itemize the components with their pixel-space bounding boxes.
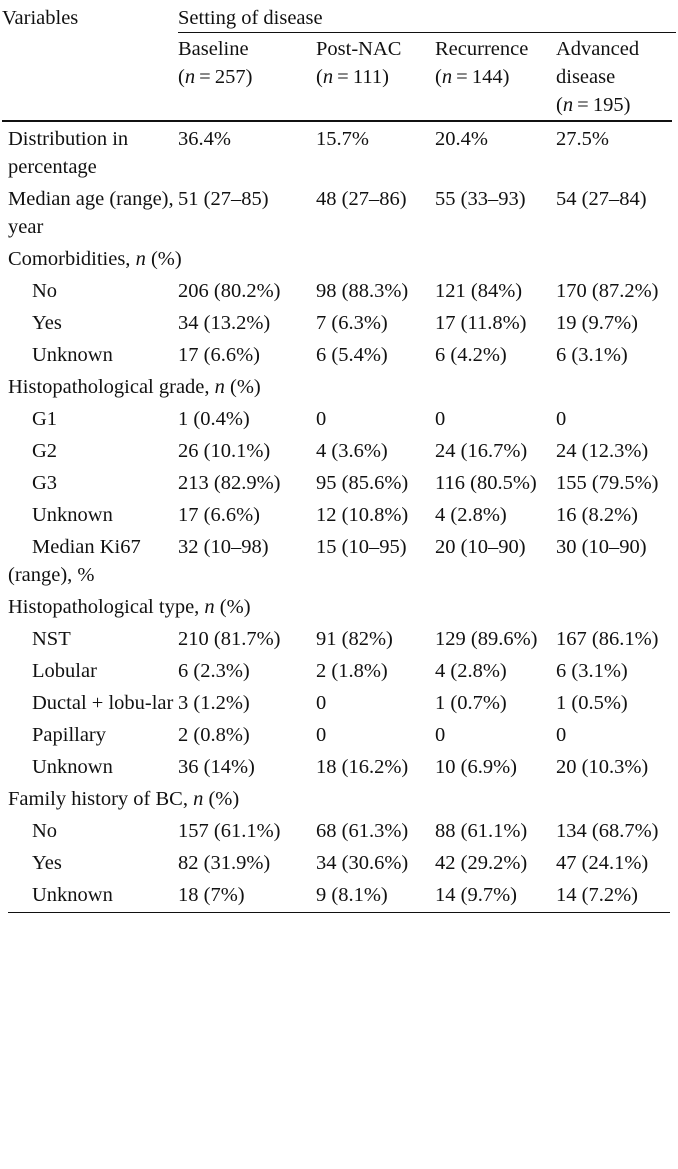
table-cell: 88 (61.1%) <box>435 820 528 842</box>
table-cell: 1 (0.5%) <box>556 692 628 714</box>
column-header-name: Baseline <box>178 38 249 60</box>
table-cell: 14 (9.7%) <box>435 884 517 906</box>
row-label: No <box>32 280 58 302</box>
row-label: Unknown <box>32 344 113 366</box>
section-row <box>2 590 672 622</box>
column-header-n: (n = 111) <box>316 66 389 88</box>
table-cell: 10 (6.9%) <box>435 756 517 778</box>
table-cell: 1 (0.4%) <box>178 408 250 430</box>
table-row <box>2 718 672 750</box>
section-row <box>2 242 672 274</box>
row-label: G2 <box>32 440 58 462</box>
table-header <box>2 2 672 121</box>
row-label: Unknown <box>32 884 113 906</box>
table-cell: 129 (89.6%) <box>435 628 538 650</box>
table-cell: 15 (10–95) <box>316 536 407 558</box>
table-cell: 6 (3.1%) <box>556 344 628 366</box>
table-row <box>2 530 672 590</box>
table-cell: 98 (88.3%) <box>316 280 409 302</box>
table-cell: 3 (1.2%) <box>178 692 250 714</box>
table-cell: 0 <box>316 724 327 746</box>
table-cell: 155 (79.5%) <box>556 472 659 494</box>
row-label: Median age (range), year <box>8 188 174 238</box>
table-cell: 0 <box>316 408 327 430</box>
table-row <box>2 878 672 910</box>
table-row <box>2 466 672 498</box>
row-label: NST <box>32 628 71 650</box>
column-header-name: Advanced disease <box>556 38 640 88</box>
table-row <box>2 622 672 654</box>
section-row <box>2 782 672 814</box>
table-cell: 4 (2.8%) <box>435 504 507 526</box>
table-cell: 0 <box>556 724 567 746</box>
table-cell: 157 (61.1%) <box>178 820 281 842</box>
row-label: Papillary <box>32 724 107 746</box>
table-row <box>2 750 672 782</box>
section-row <box>2 370 672 402</box>
table-cell: 34 (30.6%) <box>316 852 409 874</box>
section-label: Family history of BC, n (%) <box>8 788 240 810</box>
row-label: No <box>32 820 58 842</box>
table-cell: 170 (87.2%) <box>556 280 659 302</box>
table-cell: 7 (6.3%) <box>316 312 388 334</box>
table-cell: 48 (27–86) <box>316 188 407 210</box>
table-cell: 167 (86.1%) <box>556 628 659 650</box>
table-row <box>2 338 672 370</box>
row-label: Lobular <box>32 660 97 682</box>
table-cell: 4 (2.8%) <box>435 660 507 682</box>
table-cell: 0 <box>435 724 446 746</box>
row-label: Unknown <box>32 504 113 526</box>
table-cell: 36 (14%) <box>178 756 255 778</box>
table-cell: 20 (10.3%) <box>556 756 649 778</box>
column-header-n: (n = 257) <box>178 66 253 88</box>
table-cell: 116 (80.5%) <box>435 472 537 494</box>
table-cell: 18 (7%) <box>178 884 245 906</box>
table-cell: 210 (81.7%) <box>178 628 281 650</box>
column-header <box>178 33 316 121</box>
table-cell: 55 (33–93) <box>435 188 526 210</box>
column-header-n: (n = 144) <box>435 66 510 88</box>
table-cell: 20.4% <box>435 128 488 150</box>
table-cell: 0 <box>435 408 446 430</box>
table-row <box>2 434 672 466</box>
table-cell: 18 (16.2%) <box>316 756 409 778</box>
row-label: Distribution in percentage <box>8 128 129 178</box>
table-row <box>2 814 672 846</box>
table-cell: 15.7% <box>316 128 369 150</box>
table-bottom-rule <box>8 912 670 913</box>
table-cell: 26 (10.1%) <box>178 440 271 462</box>
table-row <box>2 402 672 434</box>
column-header-name: Recurrence <box>435 38 529 60</box>
column-header <box>316 33 435 121</box>
table-cell: 6 (3.1%) <box>556 660 628 682</box>
table-cell: 91 (82%) <box>316 628 393 650</box>
table-cell: 17 (6.6%) <box>178 344 260 366</box>
table-cell: 24 (12.3%) <box>556 440 649 462</box>
column-header <box>435 33 556 121</box>
section-label: Histopathological type, n (%) <box>8 596 251 618</box>
table-cell: 32 (10–98) <box>178 536 269 558</box>
table-cell: 2 (0.8%) <box>178 724 250 746</box>
table-row <box>2 686 672 718</box>
table-cell: 36.4% <box>178 128 231 150</box>
column-header-name: Post-NAC <box>316 38 402 60</box>
table-row <box>2 498 672 530</box>
table-cell: 14 (7.2%) <box>556 884 638 906</box>
section-label: Histopathological grade, n (%) <box>8 376 261 398</box>
table-cell: 27.5% <box>556 128 609 150</box>
table-cell: 121 (84%) <box>435 280 523 302</box>
table-cell: 12 (10.8%) <box>316 504 409 526</box>
table-row <box>2 274 672 306</box>
table-cell: 54 (27–84) <box>556 188 647 210</box>
row-label: Yes <box>32 852 62 874</box>
table-row <box>2 654 672 686</box>
table-body <box>2 121 672 910</box>
row-label: Ductal + lobu-lar <box>32 692 174 714</box>
table-cell: 16 (8.2%) <box>556 504 638 526</box>
table-cell: 6 (2.3%) <box>178 660 250 682</box>
table-cell: 30 (10–90) <box>556 536 647 558</box>
column-header <box>556 33 672 121</box>
disease-setting-table <box>2 2 672 910</box>
table-cell: 2 (1.8%) <box>316 660 388 682</box>
table-cell: 0 <box>556 408 567 430</box>
table-cell: 0 <box>316 692 327 714</box>
section-label: Comorbidities, n (%) <box>8 248 182 270</box>
table-cell: 6 (5.4%) <box>316 344 388 366</box>
table-row <box>2 121 672 182</box>
row-label: G1 <box>32 408 58 430</box>
table-row <box>2 846 672 878</box>
table-cell: 17 (11.8%) <box>435 312 527 334</box>
row-label: Unknown <box>32 756 113 778</box>
table-cell: 24 (16.7%) <box>435 440 528 462</box>
header-setting-of-disease <box>178 2 672 33</box>
table-cell: 47 (24.1%) <box>556 852 649 874</box>
row-label: G3 <box>32 472 58 494</box>
table-cell: 34 (13.2%) <box>178 312 271 334</box>
table-cell: 19 (9.7%) <box>556 312 638 334</box>
table-cell: 68 (61.3%) <box>316 820 409 842</box>
header-setting-label: Setting of disease <box>178 4 676 33</box>
table-cell: 42 (29.2%) <box>435 852 528 874</box>
table-cell: 213 (82.9%) <box>178 472 281 494</box>
table-cell: 1 (0.7%) <box>435 692 507 714</box>
table-cell: 9 (8.1%) <box>316 884 388 906</box>
table-cell: 206 (80.2%) <box>178 280 281 302</box>
table-cell: 6 (4.2%) <box>435 344 507 366</box>
row-label: Median Ki67 (range), % <box>8 536 141 586</box>
table-row <box>2 306 672 338</box>
column-header-n: (n = 195) <box>556 94 631 116</box>
table-cell: 51 (27–85) <box>178 188 269 210</box>
row-label: Yes <box>32 312 62 334</box>
table-cell: 134 (68.7%) <box>556 820 659 842</box>
table-cell: 17 (6.6%) <box>178 504 260 526</box>
table-cell: 82 (31.9%) <box>178 852 271 874</box>
header-variables: Variables <box>2 2 178 121</box>
table-cell: 20 (10–90) <box>435 536 526 558</box>
table-row <box>2 182 672 242</box>
table-cell: 4 (3.6%) <box>316 440 388 462</box>
table-cell: 95 (85.6%) <box>316 472 409 494</box>
